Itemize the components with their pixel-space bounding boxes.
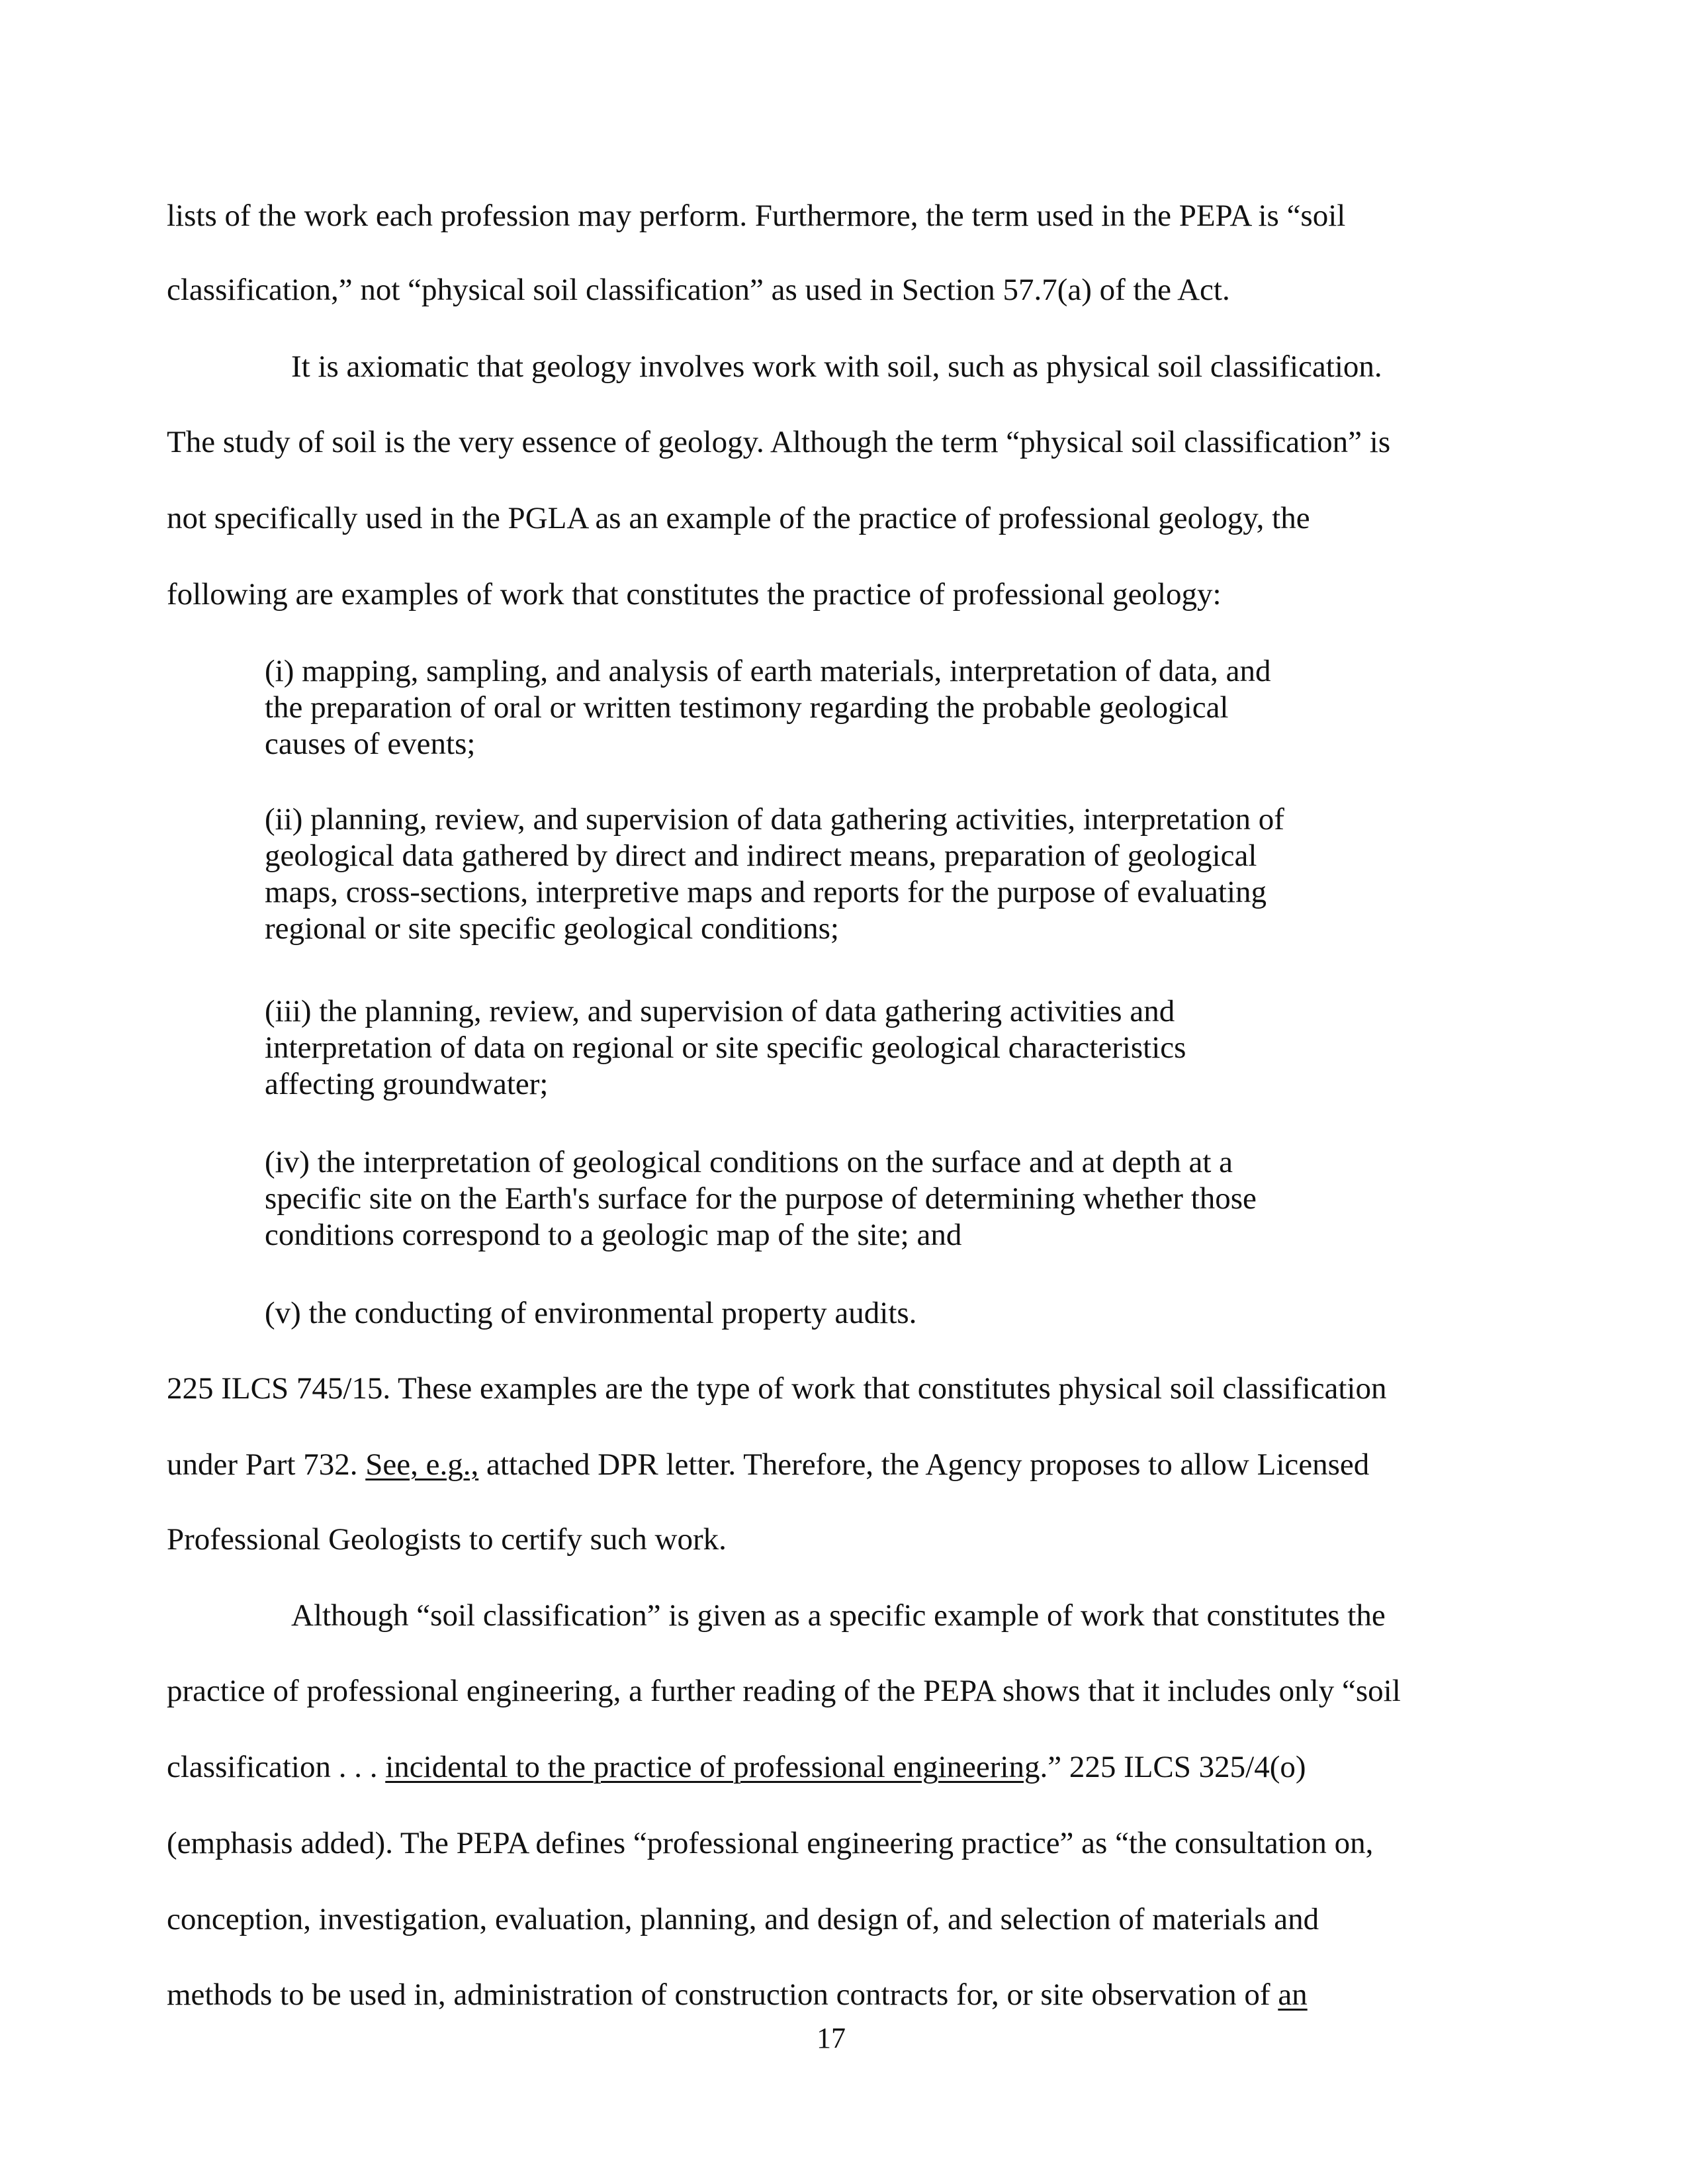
body-line: Professional Geologists to certify such work. [167, 1522, 727, 1557]
quote-line: (ii) planning, review, and supervision of data gathering activities, interpretation of [265, 802, 1284, 837]
emphasis-underline: an [1278, 1978, 1308, 2012]
body-line: It is axiomatic that geology involves work with soil, such as physical soil classification. [291, 349, 1382, 384]
quote-line: geological data gathered by direct and indirect means, preparation of geological [265, 839, 1257, 873]
quote-line: affecting groundwater; [265, 1067, 549, 1101]
citation-signal: See, e.g., [365, 1447, 479, 1482]
quote-line: (iv) the interpretation of geological conditions on the surface and at depth at a [265, 1145, 1233, 1179]
quote-line: specific site on the Earth's surface for the purpose of determining whether those [265, 1181, 1257, 1216]
body-text: under Part 732. [167, 1447, 366, 1482]
body-line: practice of professional engineering, a further reading of the PEPA shows that it includes only “soil [167, 1674, 1401, 1708]
body-text: attached DPR letter. Therefore, the Agency proposes to allow Licensed [478, 1447, 1370, 1482]
emphasis-underline: incidental to the practice of professional engineering [385, 1750, 1040, 1784]
body-line: classification,” not “physical soil classification” as used in Section 57.7(a) of the Act. [167, 273, 1230, 307]
quote-line: conditions correspond to a geologic map of the site; and [265, 1218, 962, 1252]
quote-line: regional or site specific geological conditions; [265, 911, 839, 946]
body-line: following are examples of work that constitutes the practice of professional geology: [167, 577, 1222, 612]
body-line: The study of soil is the very essence of geology. Although the term “physical soil classification” is [167, 425, 1391, 459]
quote-line: interpretation of data on regional or site specific geological characteristics [265, 1030, 1186, 1065]
body-text: .” 225 ILCS 325/4(o) [1040, 1750, 1306, 1784]
page-number: 17 [817, 2022, 846, 2054]
body-line [167, 1976, 1308, 2013]
body-text: classification . . . [167, 1750, 386, 1784]
quote-line: maps, cross-sections, interpretive maps and reports for the purpose of evaluating [265, 875, 1267, 909]
body-line: conception, investigation, evaluation, planning, and design of, and selection of materials and [167, 1902, 1319, 1936]
body-line: lists of the work each profession may perform. Furthermore, the term used in the PEPA is “soil [167, 199, 1346, 233]
body-line [167, 1446, 1369, 1483]
quote-line: (v) the conducting of environmental property audits. [265, 1296, 917, 1330]
quote-line: (iii) the planning, review, and supervision of data gathering activities and [265, 994, 1175, 1028]
quote-line: the preparation of oral or written testimony regarding the probable geological [265, 690, 1229, 725]
body-text: methods to be used in, administration of construction contracts for, or site observation of [167, 1978, 1278, 2012]
body-line [167, 1749, 1306, 1786]
body-line: 225 ILCS 745/15. These examples are the type of work that constitutes physical soil classification [167, 1371, 1387, 1406]
quote-line: (i) mapping, sampling, and analysis of earth materials, interpretation of data, and [265, 654, 1271, 688]
body-line: not specifically used in the PGLA as an example of the practice of professional geology, the [167, 501, 1310, 535]
body-line: (emphasis added). The PEPA defines “professional engineering practice” as “the consultation on, [167, 1826, 1374, 1860]
quote-line: causes of events; [265, 727, 476, 761]
body-line: Although “soil classification” is given as a specific example of work that constitutes the [291, 1598, 1386, 1633]
